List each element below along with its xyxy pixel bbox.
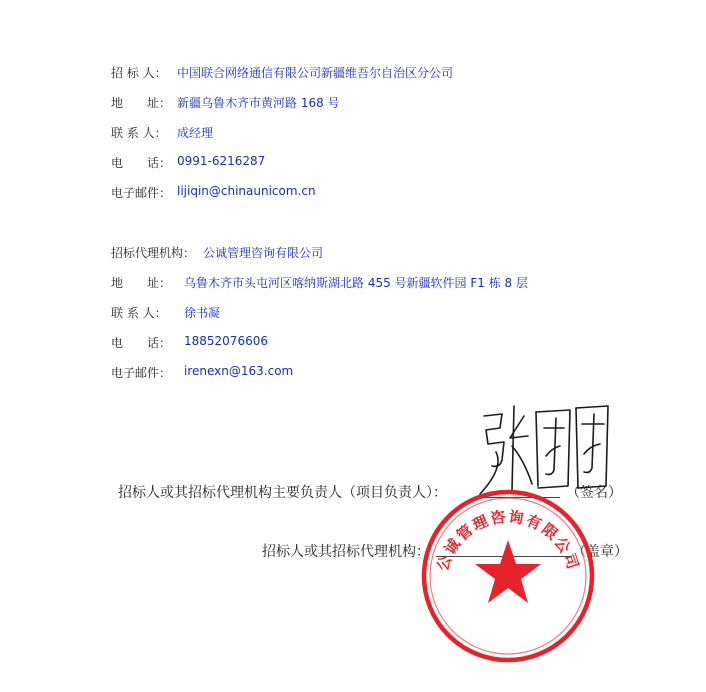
agency-name-value: 公诚管理咨询有限公司 [203, 246, 324, 260]
seal-suffix: （盖章） [572, 544, 628, 560]
agency-email-label: 电子邮件： [111, 366, 172, 380]
tenderer-contact-value: 成经理 [177, 126, 214, 140]
agency-contact-label: 联 系 人： [111, 306, 167, 320]
tenderer-contact-label: 联 系 人： [111, 126, 167, 140]
responsible-person-label: 招标人或其招标代理机构主要负责人（项目负责人）： [118, 485, 447, 501]
agency-address-value: 乌鲁木齐市头屯河区喀纳斯湖北路 455 号新疆软件园 F1 栋 8 层 [184, 276, 528, 290]
agency-name-row [111, 244, 531, 260]
tenderer-phone-row [111, 154, 531, 170]
tenderer-email-value[interactable]: lijiqin@chinaunicom.cn [177, 184, 316, 198]
tenderer-address-row [111, 94, 531, 110]
agency-address-row [111, 274, 671, 290]
sign-suffix: （签名） [566, 485, 622, 501]
official-seal [420, 488, 596, 664]
agency-name-label: 招标代理机构： [111, 246, 196, 260]
tenderer-email-row [111, 184, 531, 200]
seal-text: 公诚管理咨询有限公司 [433, 507, 583, 574]
agency-phone-row [111, 334, 531, 350]
tenderer-name-row [111, 64, 531, 80]
agency-email-row [111, 364, 531, 380]
tenderer-name-label: 招 标 人： [111, 66, 167, 80]
tenderer-name-value: 中国联合网络通信有限公司新疆维吾尔自治区分公司 [177, 66, 454, 80]
agency-email-value[interactable]: irenexn@163.com [184, 364, 294, 378]
tenderer-email-label: 电子邮件： [111, 186, 172, 200]
agency-contact-row [111, 304, 531, 320]
seal-star-icon [475, 540, 541, 603]
agency-phone-label: 电 话： [111, 336, 172, 350]
tenderer-contact-row [111, 124, 531, 140]
organization-label: 招标人或其招标代理机构： [262, 544, 430, 560]
tenderer-address-value: 新疆乌鲁木齐市黄河路 168 号 [177, 96, 340, 110]
agency-phone-value: 18852076606 [184, 334, 268, 348]
tenderer-address-label: 地 址： [111, 96, 172, 110]
agency-contact-value: 徐书凝 [184, 306, 221, 320]
tenderer-phone-value: 0991-6216287 [177, 154, 266, 168]
agency-address-label: 地 址： [111, 276, 172, 290]
handwritten-signature [474, 398, 614, 498]
tenderer-phone-label: 电 话： [111, 156, 172, 170]
